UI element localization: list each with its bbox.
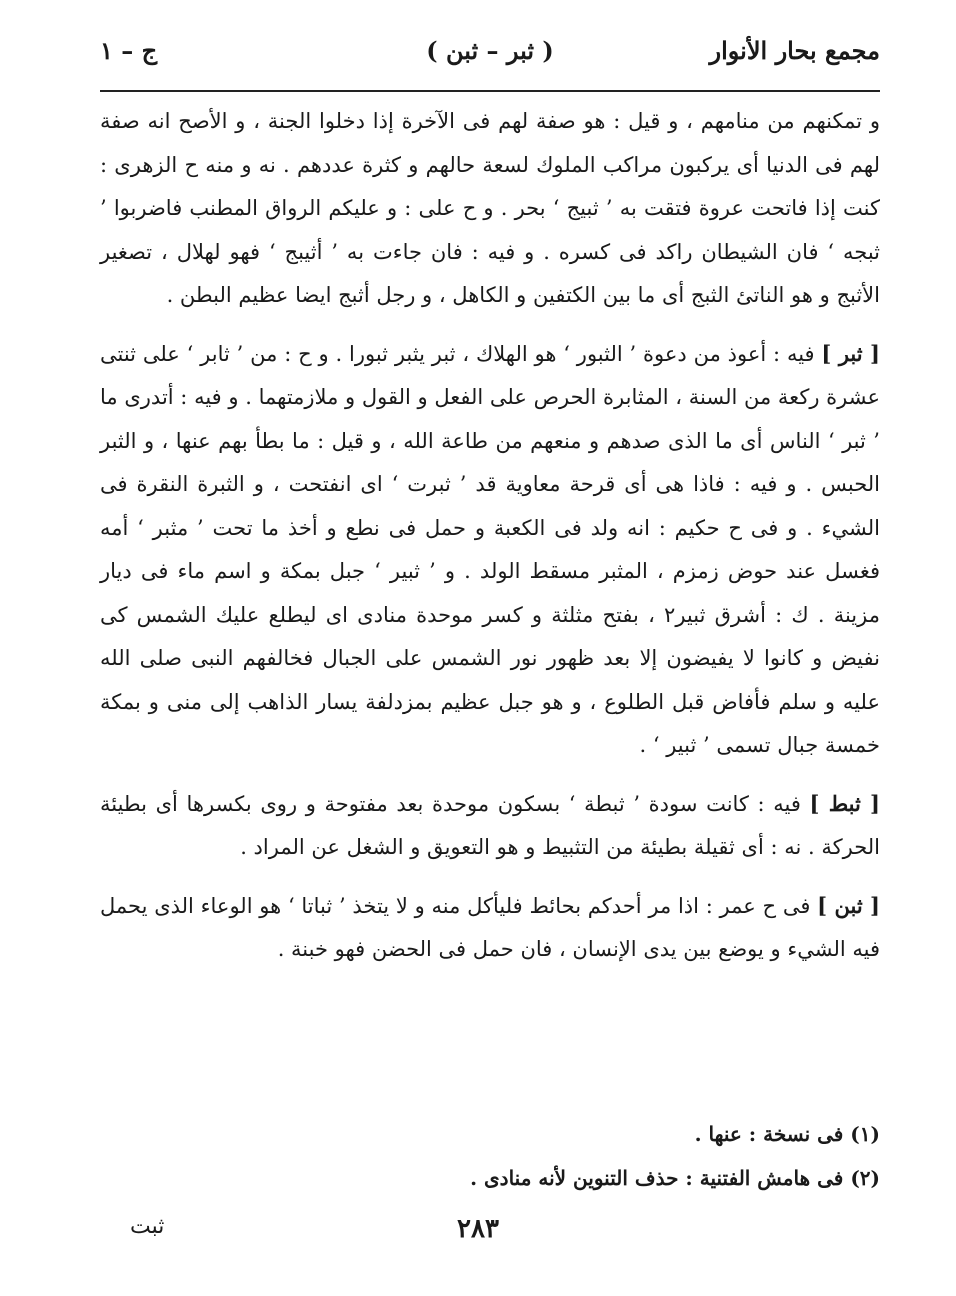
running-header [100,30,880,80]
paragraph-text: و تمكنهم من منامهم ، و قيل : هو صفة لهم فى الآخرة إذا دخلوا الجنة ، و الأصح انه صفة لهم فى الدنيا أى يركبون مراكب الملوك لسعة حالهم و كثرة عددهم . نه و منه ح الزهرى : كنت إذا فاتحت عروة فتقت به ’ ثبيج ‘ بحر . و ح على : و عليكم الرواق المطنب فاضربوا ’ ثبجه ‘ فان الشيطان راكد فى كسره . و فيه : فان جاءت به ’ أثيبج ‘ فهو لهلال ، تصغير الأثبج و هو الناتئ الثبج أى ما بين الكتفين و الكاهل ، و رجل أثبج ايضا عظيم البطن . [100,109,880,307]
catchword: ثبت [130,1214,165,1239]
entry-range: ( ثبر – ثبن ) [426,36,554,65]
entry-headword: [ ثبر ] [821,340,880,366]
entry-headword: [ ثبط ] [809,790,880,816]
paragraph-text: فى ح عمر : اذا مر أحدكم بحائط فليأكل منه و لا يتخذ ’ ثباتا ‘ هو الوعاء الذى يحمل فيه الشيء و يوضع بين يدى الإنسان ، فان حمل فى الحضن فهو خبنة . [100,893,880,961]
page-number: ٢٨٣ [457,1214,499,1244]
paragraph-text: فيه : أعوذ من دعوة ’ الثبور ‘ هو الهلاك ، ثبر يثبر ثبورا . و ح : من ’ ثابر ‘ على ثنتى عشرة ركعة من السنة ، المثابرة الحرص على الفعل و القول و ملازمتهما . و فيه : أتدرى ما ’ ثبر ‘ الناس أى ما الذى صدهم و منعهم من طاعة الله ، و قيل : ما بطأ بهم عنها ، و الثبر الحبس . و فيه : فاذا هى أى قرحة معاوية قد ’ ثبرت ‘ اى انفتحت ، و الثبرة النقرة فى الشيء . و فى ح حكيم : انه ولد فى الكعبة و حمل فى نطع و أخذ ما تحت ’ مثبر ‘ أمه فغسل عند حوض زمزم ، المثبر مسقط الولد . و ’ ثبير ‘ جبل بمكة و اسم ماء فى ديار مزينة . ك : أشرق ثبير٢ ، بفتح مثلثة و كسر موحدة منادى اى ليطلع عليك الشمس كى نفيض و كانوا لا يفيضون إلا بعد ظهور نور الشمس على الجبال فخالفهم النبى صلى الله عليه و سلم فأفاض قبل الطلوع ، و هو جبل عظيم بمزدلفة يسار الذاهب إلى منى و بمكة خمسة جبال تسمى ’ ثبير ‘ . [100,341,880,757]
header-rule [100,90,880,92]
entry-thaban [100,884,880,972]
footnote-1: (١) فى نسخة : عنها . [694,1122,880,1146]
entry-thabat [100,782,880,870]
entry-headword: [ ثبن ] [817,892,880,918]
footnote-2: (٢) فى هامش الفتنية : حذف التنوين لأنه منادى . [470,1166,880,1190]
paragraph-text: فيه : كانت سودة ’ ثبطة ‘ بسكون موحدة بعد مفتوحة و روى بكسرها أى بطيئة الحركة . نه : أى ثقيلة بطيئة من التثبيط و هو التعويق و الشغل عن المراد . [100,791,880,859]
main-text [100,100,880,972]
paragraph-thabj-continued [100,100,880,318]
volume-number: ج – ١ [100,36,158,65]
book-title: مجمع بحار الأنوار [709,36,880,65]
footnotes [100,1112,880,1200]
entry-thabar [100,332,880,768]
